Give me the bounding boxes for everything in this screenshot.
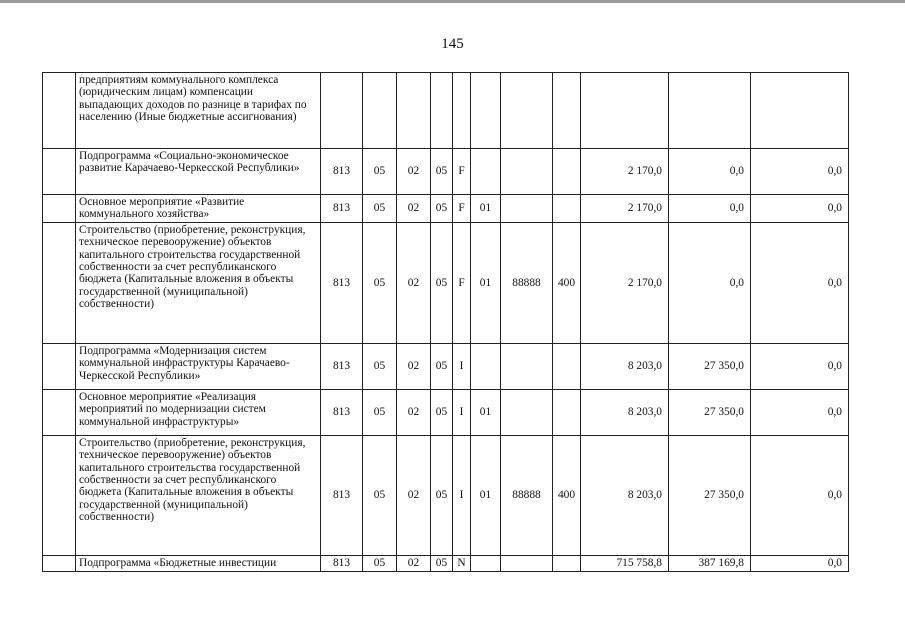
subprogram-code-cell: N: [453, 555, 471, 571]
amount-year3-cell: 0,0: [751, 222, 849, 343]
page-number: 145: [441, 36, 464, 52]
description-cell: Основное мероприятие «Развитие коммунального хозяйства»: [76, 195, 321, 223]
program-code-cell: 05: [431, 555, 453, 571]
description-cell: Подпрограмма «Бюджетные инвестиции: [76, 555, 321, 571]
program-code-cell: 05: [431, 343, 453, 389]
table-row: [43, 435, 849, 555]
description-cell: Основное мероприятие «Реализация мероприятий по модернизации систем коммунальной инфраструктуры»: [76, 389, 321, 435]
grbs-code-cell: [321, 73, 363, 149]
amount-year2-cell: 27 350,0: [669, 389, 751, 435]
amount-year1-cell: 2 170,0: [581, 222, 669, 343]
grbs-code-cell: 813: [321, 149, 363, 195]
row-number-cell: [43, 149, 76, 195]
direction-code-cell: 88888: [501, 435, 553, 555]
subsection-code-cell: 02: [397, 195, 431, 223]
scan-top-edge: [0, 0, 905, 3]
expense-type-cell: [553, 343, 581, 389]
grbs-code-cell: 813: [321, 343, 363, 389]
subprogram-code-cell: F: [453, 222, 471, 343]
table-row: [43, 389, 849, 435]
subprogram-code-cell: [453, 73, 471, 149]
direction-code-cell: [501, 195, 553, 223]
event-code-cell: 01: [471, 222, 501, 343]
description-cell: Подпрограмма «Социально-экономическое развитие Карачаево-Черкесской Республики»: [76, 149, 321, 195]
amount-year3-cell: 0,0: [751, 195, 849, 223]
row-number-cell: [43, 555, 76, 571]
amount-year2-cell: [669, 73, 751, 149]
program-code-cell: 05: [431, 389, 453, 435]
subsection-code-cell: 02: [397, 149, 431, 195]
row-number-cell: [43, 222, 76, 343]
grbs-code-cell: 813: [321, 435, 363, 555]
amount-year1-cell: 715 758,8: [581, 555, 669, 571]
program-code-cell: 05: [431, 222, 453, 343]
section-code-cell: 05: [363, 555, 397, 571]
section-code-cell: 05: [363, 435, 397, 555]
section-code-cell: 05: [363, 149, 397, 195]
expense-type-cell: 400: [553, 435, 581, 555]
amount-year1-cell: 2 170,0: [581, 149, 669, 195]
description-cell: Строительство (приобретение, реконструкция, техническое перевооружение) объектов капитального строительства государственной собственности за счет республиканского бюджета (Капитальные вложения в объекты государственной (муниципальной) собственности): [76, 222, 321, 343]
row-number-cell: [43, 73, 76, 149]
row-number-cell: [43, 195, 76, 223]
table-row: [43, 222, 849, 343]
event-code-cell: 01: [471, 435, 501, 555]
subsection-code-cell: 02: [397, 343, 431, 389]
expense-type-cell: [553, 555, 581, 571]
row-number-cell: [43, 389, 76, 435]
table-row: [43, 555, 849, 571]
direction-code-cell: 88888: [501, 222, 553, 343]
amount-year2-cell: 0,0: [669, 195, 751, 223]
expense-type-cell: [553, 149, 581, 195]
program-code-cell: [431, 73, 453, 149]
expense-type-cell: 400: [553, 222, 581, 343]
direction-code-cell: [501, 389, 553, 435]
budget-table: [42, 72, 849, 572]
amount-year1-cell: 2 170,0: [581, 195, 669, 223]
grbs-code-cell: 813: [321, 555, 363, 571]
grbs-code-cell: 813: [321, 195, 363, 223]
direction-code-cell: [501, 343, 553, 389]
expense-type-cell: [553, 195, 581, 223]
amount-year3-cell: 0,0: [751, 389, 849, 435]
subsection-code-cell: [397, 73, 431, 149]
subprogram-code-cell: I: [453, 343, 471, 389]
description-cell: Строительство (приобретение, реконструкция, техническое перевооружение) объектов капитального строительства государственной собственности за счет республиканского бюджета (Капитальные вложения в объекты государственной (муниципальной) собственности): [76, 435, 321, 555]
direction-code-cell: [501, 555, 553, 571]
amount-year2-cell: 0,0: [669, 222, 751, 343]
description-cell: предприятиям коммунального комплекса (юридическим лицам) компенсации выпадающих доходов по разнице в тарифах по населению (Иные бюджетные ассигнования): [76, 73, 321, 149]
amount-year3-cell: 0,0: [751, 555, 849, 571]
amount-year1-cell: 8 203,0: [581, 435, 669, 555]
table-row: [43, 149, 849, 195]
event-code-cell: [471, 343, 501, 389]
grbs-code-cell: 813: [321, 222, 363, 343]
direction-code-cell: [501, 149, 553, 195]
program-code-cell: 05: [431, 435, 453, 555]
subsection-code-cell: 02: [397, 222, 431, 343]
section-code-cell: 05: [363, 343, 397, 389]
amount-year3-cell: [751, 73, 849, 149]
subprogram-code-cell: I: [453, 389, 471, 435]
amount-year2-cell: 27 350,0: [669, 343, 751, 389]
section-code-cell: [363, 73, 397, 149]
subsection-code-cell: 02: [397, 435, 431, 555]
event-code-cell: [471, 149, 501, 195]
amount-year3-cell: 0,0: [751, 435, 849, 555]
subprogram-code-cell: F: [453, 149, 471, 195]
amount-year2-cell: 387 169,8: [669, 555, 751, 571]
section-code-cell: 05: [363, 195, 397, 223]
amount-year1-cell: [581, 73, 669, 149]
amount-year2-cell: 27 350,0: [669, 435, 751, 555]
subprogram-code-cell: I: [453, 435, 471, 555]
table-row: [43, 195, 849, 223]
amount-year3-cell: 0,0: [751, 149, 849, 195]
section-code-cell: 05: [363, 389, 397, 435]
expense-type-cell: [553, 389, 581, 435]
subsection-code-cell: 02: [397, 389, 431, 435]
event-code-cell: [471, 555, 501, 571]
event-code-cell: [471, 73, 501, 149]
table-row: [43, 73, 849, 149]
subprogram-code-cell: F: [453, 195, 471, 223]
amount-year1-cell: 8 203,0: [581, 389, 669, 435]
description-cell: Подпрограмма «Модернизация систем коммунальной инфраструктуры Карачаево-Черкесской Республики»: [76, 343, 321, 389]
amount-year2-cell: 0,0: [669, 149, 751, 195]
row-number-cell: [43, 343, 76, 389]
amount-year3-cell: 0,0: [751, 343, 849, 389]
subsection-code-cell: 02: [397, 555, 431, 571]
expense-type-cell: [553, 73, 581, 149]
grbs-code-cell: 813: [321, 389, 363, 435]
program-code-cell: 05: [431, 195, 453, 223]
event-code-cell: 01: [471, 389, 501, 435]
program-code-cell: 05: [431, 149, 453, 195]
table-row: [43, 343, 849, 389]
amount-year1-cell: 8 203,0: [581, 343, 669, 389]
direction-code-cell: [501, 73, 553, 149]
event-code-cell: 01: [471, 195, 501, 223]
section-code-cell: 05: [363, 222, 397, 343]
row-number-cell: [43, 435, 76, 555]
